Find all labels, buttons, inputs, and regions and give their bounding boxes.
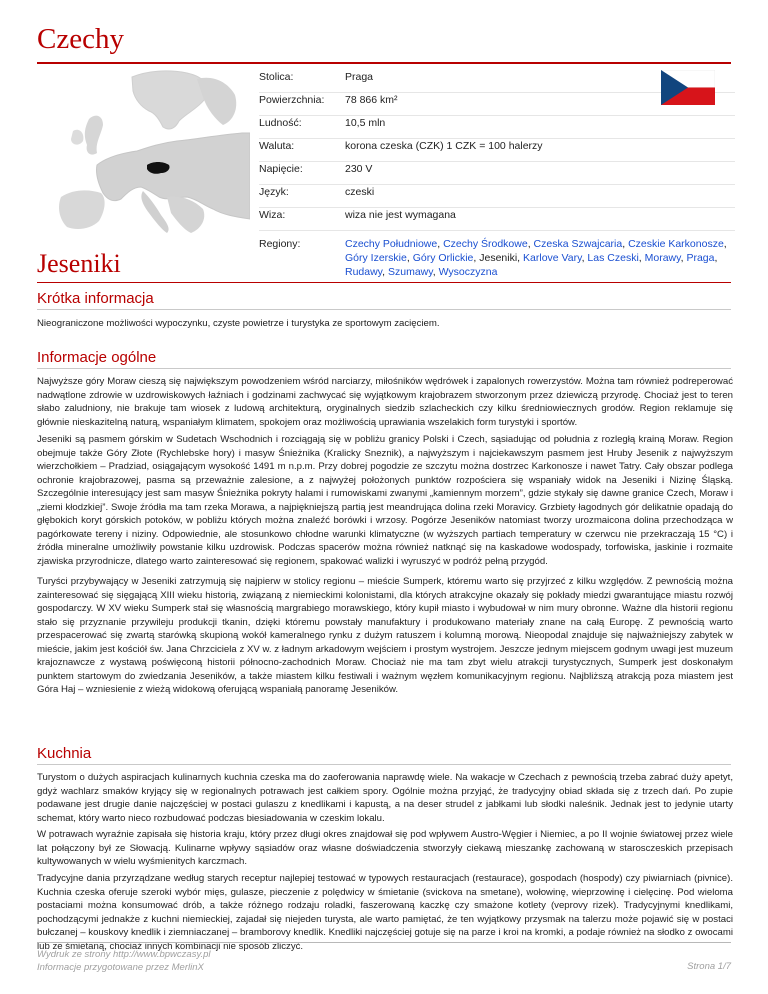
fact-value: 78 866 km² (345, 93, 735, 116)
region-link[interactable]: Czeskie Karkonosze (628, 238, 724, 250)
general-info-heading: Informacje ogólne (37, 349, 157, 366)
region-link[interactable]: Czechy Środkowe (443, 238, 528, 250)
fact-label: Ludność: (259, 116, 345, 139)
fact-row-population (259, 116, 735, 139)
region-link[interactable]: Karlove Vary (523, 252, 582, 264)
page-number: Strona 1/7 (687, 961, 731, 972)
fact-row-currency (259, 139, 735, 162)
regions-list: Czechy Południowe, Czechy Środkowe, Czeska Szwajcaria, Czeskie Karkonosze, Góry Izerskie, Góry Orlickie, Jeseniki, Karlove Vary, Las Czeski, Morawy, Praga, Rudawy, Szumawy, Wysoczyzna (345, 238, 727, 278)
fact-value: czeski (345, 185, 735, 208)
region-link[interactable]: Czeska Szwajcaria (533, 238, 623, 250)
fact-label: Regiony: (259, 238, 301, 250)
general-info-paragraph-2: Jeseniki są pasmem górskim w Sudetach Wschodnich i rozciągają się w pobliżu granicy Polski i Czech, sąsiadując od południa z rozległą krainą Moraw. Region obejmuje także Góry Złote (Rychlebske hory) i masyw Śnieżnika (Kralicky Sneznik), a najwyższym i najciekawszym pasmem jest Hruby Jesenik z najwyższym wierzchołkiem – Pradziad, osiągającym wysokość 1491 m n.p.m. Przy dobrej pogodzie ze szczytu można dostrzec Karkonosze i nawet Tatry. Cały obszar podlega ochronie krajobrazowej, pasma są przeważnie zalesione, a z najwyżej położonych punktów rozpościera się wspaniały widok na Jeseniki i Nizinę Śląską. Szczególnie interesujący jest sam masyw Śnieżnika pokryty halami i rumowiskami zwanymi „kamiennym morzem”, gdzie stykały się dawne granice Czech, Moraw i „ziemi kłodzkiej”. Swoje źródła ma tam rzeka Morawa, a najpiękniejszą partią jest meandrująca dolina rzeki Moravicy. Grzbiety łagodnych gór delikatnie opadają do głębokich koryt górskich potoków, w pobliżu których można znaleźć borówki i wrzosy. Pogórze Jeseników natomiast tworzy urozmaicona dolina przechodząca w pagórkowate tereny i niziny. Odpowiednie, ale stosunkowo chłodne warunki klimatyczne (w wyższych partiach temperatury w czerwcu nie przekraczają 15 °C) i źródła mineralne umożliwiły powstanie kilku uzdrowisk. Podczas spacerów można również natknąć się na kaskadowe wodospady, torfowiska, jaskinie i rozmaite zjawiska przyrodnicze, dlatego warto zainteresować się regionem, spakować walizki i wyruszyć w podróż pełną przygód. (37, 434, 733, 567)
general-info-divider (37, 368, 731, 369)
fact-row-regions (259, 231, 735, 280)
country-title: Czechy (37, 23, 124, 55)
region-divider (37, 282, 731, 283)
region-link[interactable]: Wysoczyzna (438, 266, 498, 278)
short-info-divider (37, 309, 731, 310)
general-info-paragraph-3: Turyści przybywający w Jeseniki zatrzymują się najpierw w stolicy regionu – mieście Sumperk, któremu warto się przyjrzeć z kilku względów. Z pewnością można zainteresować się sięgającą XIII wieku historią, związaną z niemieckimi kolonistami, dla których atrakcyjne okazały się pokłady miedzi gwarantujące miastu rozwój gospodarczy. W XV wieku Sumperk stał się własnością margrabiego morawskiego, który kupił miasto i wybudował w nim mury obronne. Ważne dla historii regionu stało się przyznanie przywileju produkcji tkanin, dzięki któremu powstały manufaktury i produkowano materiały znane na całą Europę. Z pewnością warto przespacerować się zwartą starówką skupioną wokół kameralnego rynku z dużym ratuszem i kolumną morową. Nieopodal znajduje się najważniejszy zabytek w mieście, jakim jest kościół św. Jana Chrzciciela z XV w. z ładnym arkadowym wejściem i prostym wystrojem. Jeszcze jednym miejscem godnym uwagi jest muzeum krajoznawcze z wystawą poświęconą historii północno-zachodnich Moraw. Chociaż nie ma tam zbyt wielu atrakcji turystycznych, Sumperk jest doskonałym punktem startowym do zwiedzania Jeseników, a także miastem kilku festiwali i ważnym węzłem komunikacyjnym regionu. Najbliższą atrakcją poza miastem jest Góra Haj – wzniesienie z wieżą widokową oferującą wspaniałą panoramę Jeseników. (37, 576, 733, 695)
short-info-heading: Krótka informacja (37, 290, 154, 307)
region-link[interactable]: Czechy Południowe (345, 238, 438, 250)
region-link[interactable]: Góry Orlickie (412, 252, 474, 264)
footer-prepared-by: Informacje przygotowane przez MerlinX (37, 962, 204, 973)
fact-label: Waluta: (259, 139, 345, 162)
region-link[interactable]: Rudawy (345, 266, 383, 278)
region-link[interactable]: Morawy (644, 252, 681, 264)
europe-map-image (37, 69, 250, 247)
general-info-paragraph-1: Najwyższe góry Moraw cieszą się największym powodzeniem wśród narciarzy, miłośników wędrówek i zapalonych rowerzystów. Można tam również podreperować nadwątlone zdrowie w uzdrowiskowych łaźniach i godzinami zachwycać się wyjątkowym krajobrazem stworzonym przez dziewiczą przyrodę. Chociaż jest to teren słabo zaludniony, nie brakuje tam wiosek z ludową architekturą, oryginalnych siedzib szlacheckich czy kilku średniowiecznych grodów. Region reklamuje się głównie nieskazitelną naturą, wspaniałym klimatem, spokojem oraz możliwością uprawiania wszelakich form turystyki i sportów. (37, 376, 733, 428)
fact-label: Powierzchnia: (259, 93, 345, 116)
cuisine-paragraph-3: Tradycyjne dania przyrządzane według starych receptur najlepiej testować w typowych restauracjach (restaurace), gospodach (hospody) czy piwiarniach (pivnice). Kuchnia czeska oferuje szeroki wybór mięs, gulasze, pieczenie z polędwicy w śmietanie (svickova na smetane), wołowinę, wieprzowinę i cielęcinę. Pod wieloma postaciami można konsumować drób, a także różnego rodzaju roladki, faszerowaną kaczkę czy smażone kotlety (veprovy rizek). Tradycyjnymi knedlikami, pochodzącymi jednakże z kuchni niemieckiej, zajadał się niejeden turysta, ale warto pamiętać, że ten wyjątkowy przysmak na talerzu może pojawić się w postaci bułczanej – kouskovy knedlik i ziemniaczanej – bramborovy knedlik. Knedliki najczęściej gotuje się na parze i kroi na kromki, a podaje również na słodko z owocami lub ze śmietaną, chociaż innych kombinacji nie sposób zliczyć. (37, 873, 733, 952)
fact-value: Praga (345, 70, 735, 93)
title-divider (37, 62, 731, 64)
fact-value: 230 V (345, 162, 735, 185)
fact-row-language (259, 185, 735, 208)
cuisine-paragraph-1: Turystom o dużych aspiracjach kulinarnych kuchnia czeska ma do zaoferowania naprawdę wiele. Na wakacje w Czechach z pewnością trzeba zabrać duży apetyt, gdyż wachlarz smaków kryjący się w regionalnych potrawach jest całkiem spory. Ogólnie można przyjąć, że tradycyjny obiad składa się z trzech dań. Po zupie podawane jest drugie danie najczęściej w postaci gulaszu z knedlikami i kapustą, a na deser strudel z jabłkami lub słodki naleśnik. Jednak jest to jedynie utarty schemat, który warto nieco rozbudować podczas biesiadowania w czeskim lokalu. (37, 772, 733, 824)
footer-source (37, 948, 211, 974)
region-current: Jeseniki (479, 252, 518, 264)
cuisine-paragraph-2: W potrawach wyraźnie zapisała się historia kraju, który przez długi okres znajdował się pod wpływem Austro-Węgier i Niemiec, a po II wojnie światowej przez wiele lat połączony był ze Słowacją. Kulinarne wpływy sąsiadów oraz własne doświadczenia stworzyły ciekawą mieszankę zachowaną w starosczeskich przepisach kultywowanych w wielu wyśmienitych karczmach. (37, 829, 733, 867)
region-title: Jeseniki (37, 249, 121, 278)
short-info-text: Nieograniczone możliwości wypoczynku, czyste powietrze i turystyka ze sportowym zacięciem. (37, 318, 440, 329)
fact-label: Stolica: (259, 70, 345, 93)
fact-label: Wiza: (259, 208, 345, 231)
fact-value: korona czeska (CZK) 1 CZK = 100 halerzy (345, 139, 735, 162)
region-link[interactable]: Praga (686, 252, 715, 264)
region-link[interactable]: Szumawy (388, 266, 433, 278)
fact-label: Język: (259, 185, 345, 208)
footer-divider (37, 942, 731, 943)
fact-row-visa (259, 208, 735, 231)
fact-row-voltage (259, 162, 735, 185)
cuisine-heading: Kuchnia (37, 745, 92, 762)
fact-value: 10,5 mln (345, 116, 735, 139)
fact-label: Napięcie: (259, 162, 345, 185)
region-link[interactable]: Las Czeski (587, 252, 639, 264)
region-link[interactable]: Góry Izerskie (345, 252, 407, 264)
cuisine-divider (37, 764, 731, 765)
czech-flag-icon (661, 70, 715, 105)
fact-value: wiza nie jest wymagana (345, 208, 735, 231)
footer-print-source: Wydruk ze strony http://www.bpwczasy.pl (37, 949, 211, 960)
